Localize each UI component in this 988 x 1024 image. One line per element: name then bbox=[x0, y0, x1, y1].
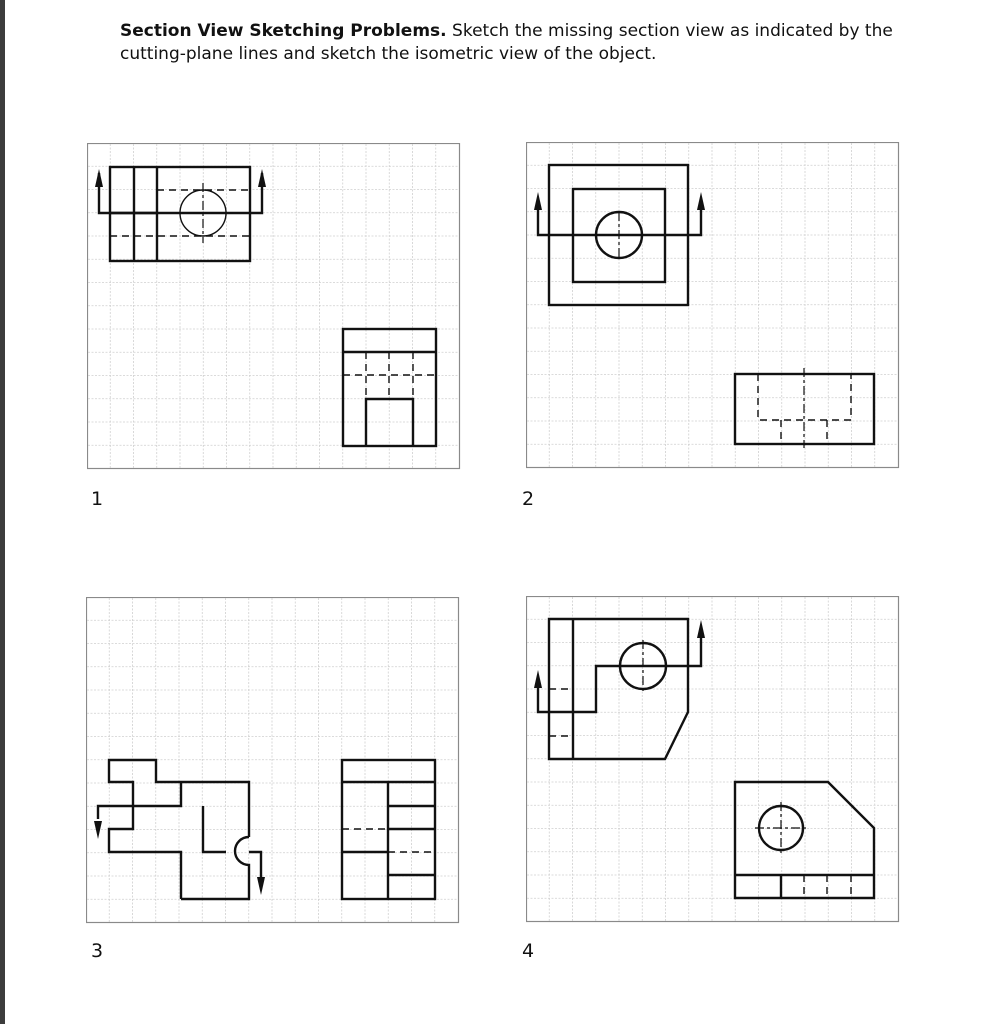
problem-1-drawing bbox=[87, 143, 461, 470]
problem-number-1: 1 bbox=[91, 488, 104, 510]
instructions bbox=[120, 20, 900, 66]
problem-4-grid bbox=[526, 596, 900, 923]
problem-number-4: 4 bbox=[522, 940, 535, 962]
left-edge-bar bbox=[0, 0, 5, 1024]
instructions-title: Section View Sketching Problems. bbox=[120, 21, 447, 41]
instructions-text: Sketch the missing section view as indicated by the cutting-plane lines and sketch the isometric view of the object. bbox=[120, 21, 893, 64]
problem-2-grid bbox=[526, 142, 900, 469]
problem-number-2: 2 bbox=[522, 488, 535, 510]
problem-2-drawing bbox=[526, 142, 900, 469]
problem-1-grid bbox=[87, 143, 461, 470]
problem-4-drawing bbox=[526, 596, 900, 923]
problem-3-grid bbox=[86, 597, 460, 924]
problem-3-drawing bbox=[86, 597, 460, 924]
problem-number-3: 3 bbox=[91, 940, 104, 962]
